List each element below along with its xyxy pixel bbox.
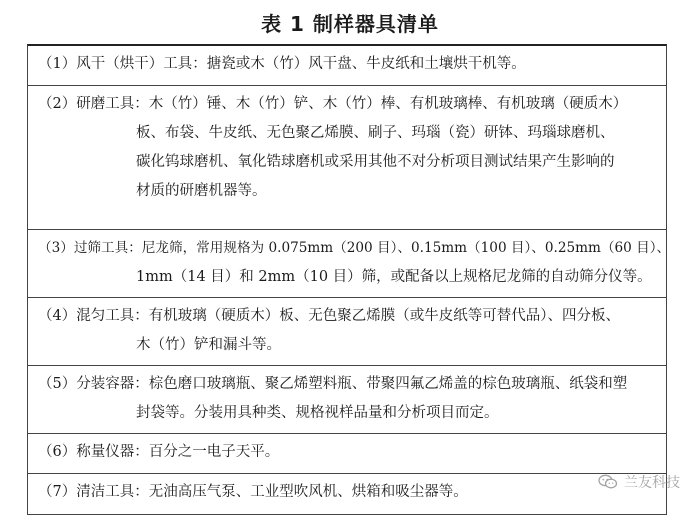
- watermark-text: 兰友科技: [624, 475, 680, 491]
- row-text: 板、布袋、牛皮纸、无色聚乙烯膜、刷子、玛瑙（瓷）研钵、玛瑙球磨机、: [136, 125, 615, 141]
- table-row: [28, 46, 666, 86]
- table-row: [28, 474, 666, 514]
- table-title: 表 1 制样器具清单: [261, 12, 439, 36]
- watermark: [598, 472, 680, 492]
- table-row: [28, 86, 666, 230]
- sample-tools-table: [27, 44, 671, 515]
- row-text: （2）研磨工具：木（竹）锤、木（竹）铲、木（竹）棒、有机玻璃棒、有机玻璃（硬质木）: [38, 96, 628, 112]
- table-row: [28, 298, 666, 366]
- row-text: 封袋等。分装用具种类、规格视样品量和分析项目而定。: [136, 405, 499, 421]
- table-row: [28, 434, 666, 474]
- row-text: （6）称量仪器：百分之一电子天平。: [38, 444, 280, 460]
- table-row: [28, 366, 666, 434]
- row-text: （7）清洁工具：无油高压气泵、工业型吹风机、烘箱和吸尘器等。: [38, 484, 468, 500]
- row-text: 木（竹）铲和漏斗等。: [136, 337, 281, 353]
- row-text: （5）分装容器：棕色磨口玻璃瓶、聚乙烯塑料瓶、带聚四氟乙烯盖的棕色玻璃瓶、纸袋和塑: [38, 376, 628, 392]
- row-text: （3）过筛工具：尼龙筛，常用规格为 0.075mm（200 目）、0.15mm（100 目）、0.25mm（60 目）、: [38, 240, 671, 256]
- row-text: 1mm（14 目）和 2mm（10 目）筛，或配备以上规格尼龙筛的自动筛分仪等。: [136, 269, 652, 285]
- row-text: （4）混匀工具：有机玻璃（硬质木）板、无色聚乙烯膜（或牛皮纸等可替代品）、四分板、: [38, 308, 620, 324]
- row-text: 碳化钨球磨机、氧化锆球磨机或采用其他不对分析项目测试结果产生影响的: [136, 154, 615, 170]
- row-text: 材质的研磨机器等。: [136, 183, 267, 199]
- wechat-icon: [598, 474, 618, 490]
- row-text: （1）风干（烘干）工具：搪瓷或木（竹）风干盘、牛皮纸和土壤烘干机等。: [38, 56, 526, 72]
- table-row: [28, 230, 671, 298]
